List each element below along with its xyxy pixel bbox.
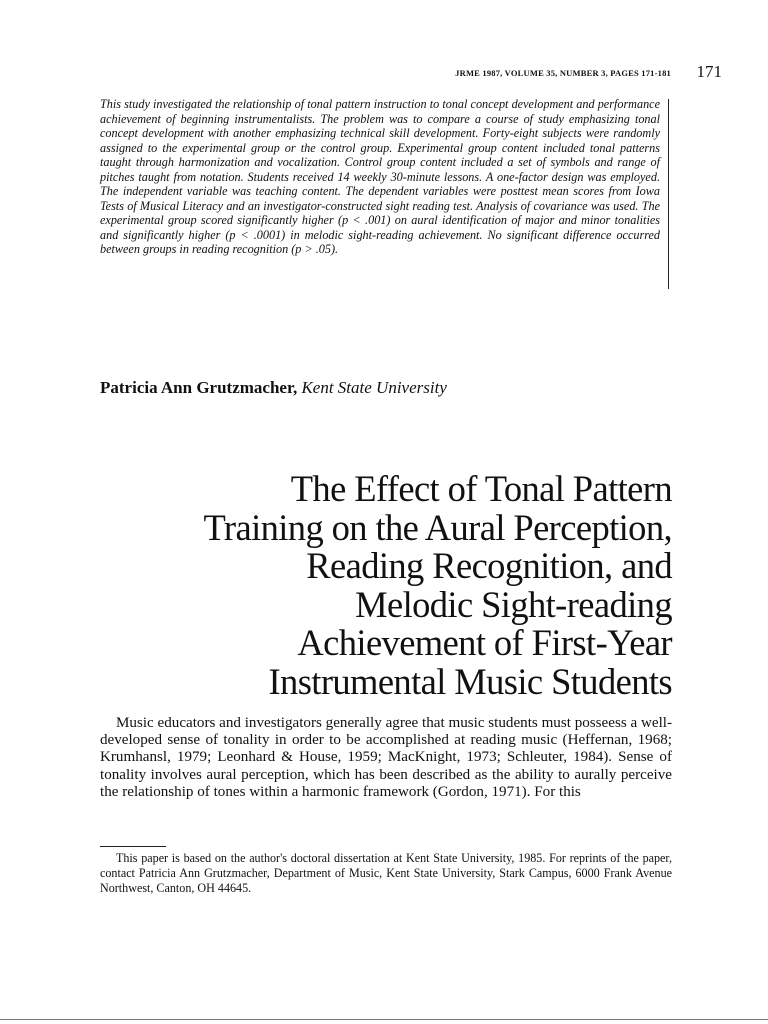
author-affiliation: Kent State University	[301, 378, 447, 397]
title-line: The Effect of Tonal Pattern	[290, 468, 672, 509]
page-bottom-rule	[0, 1019, 768, 1020]
page-number: 171	[696, 62, 722, 81]
title-line: Reading Recognition, and	[306, 545, 672, 586]
footnote-divider	[100, 846, 166, 847]
title-line: Melodic Sight-reading	[355, 583, 672, 625]
footnote	[100, 851, 672, 896]
author-line	[100, 378, 447, 398]
title-line: Achievement of First-Year	[297, 622, 672, 663]
title-line: Training on the Aural Perception,	[203, 506, 672, 548]
abstract: This study investigated the relationship of tonal pattern instruction to tonal concept development and performance achievement of beginning instrumentalists. The problem was to compare a course of study emphasizing tonal concept development with another emphasizing technical skill development. Forty-eight subjects were randomly assigned to the experimental group or the control group. Experimental group content included tonal patterns taught through harmonization and vocalization. Control group content included a set of symbols and range of pitches taught from notation. Students received 14 weekly 30-minute lessons. A one-factor design was employed. The independent variable was teaching content. The dependent variables were posttest mean scores from Iowa Tests of Musical Literacy and an investigator-constructed sight reading test. Analysis of covariance was used. The experimental group scored significantly higher (p < .001) on aural identification of major and minor tonalities and significantly higher (p < .0001) in melodic sight-reading achievement. No significant difference occurred between groups in reading recognition (p > .05).	[100, 97, 660, 257]
footnote-text: This paper is based on the author's doctoral dissertation at Kent State University, 1985. For reprints of the paper, contact Patricia Ann Grutzmacher, Department of Music, Kent State University, Stark Campus, 6000 Frank Avenue Northwest, Canton, OH 44645.	[100, 851, 672, 895]
journal-citation: JRME 1987, VOLUME 35, NUMBER 3, PAGES 171-181	[455, 68, 671, 78]
body-paragraph: Music educators and investigators generally agree that music students must posseess a well-developed sense of tonality in order to be accomplished at reading music (Heffernan, 1968; Krumhansl, 1979; Leonhard & House, 1959; MacKnight, 1973; Schleuter, 1984). Sense of tonality involves aural perception, which has been described as the ability to aurally perceive the relationship of tones within a harmonic framework (Gordon, 1971). For this	[100, 715, 672, 800]
paper-title	[32, 470, 672, 701]
body-text	[100, 715, 672, 801]
abstract-side-rule	[668, 99, 669, 289]
author-name: Patricia Ann Grutzmacher,	[100, 378, 298, 397]
title-line: Instrumental Music Students	[268, 660, 672, 702]
